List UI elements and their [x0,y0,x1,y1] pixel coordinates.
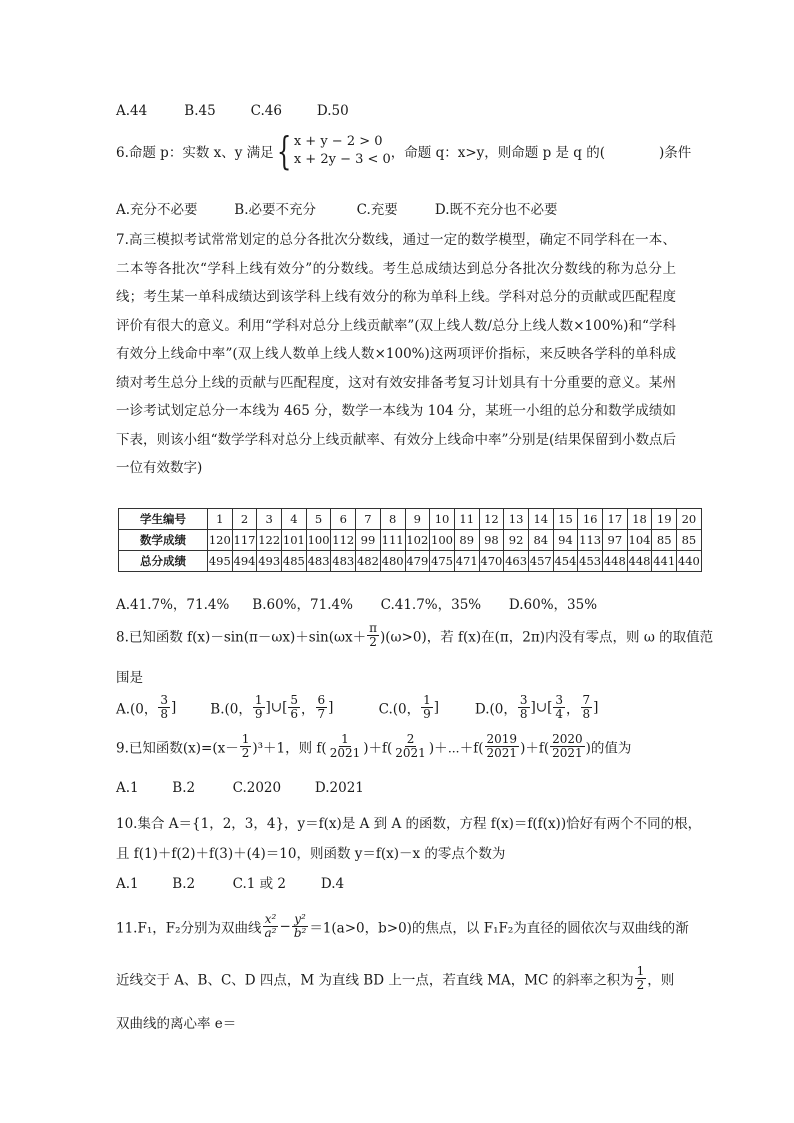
q9-stem [116,733,631,760]
frac-den: 7 [317,707,326,721]
q6-option-c: C.充要 [356,202,398,218]
frac [292,913,309,940]
cell-math: 99 [356,530,381,551]
cell-total: 475 [430,551,455,572]
q9-text: )＋⋯＋f( [428,740,484,757]
q9-text: 9.已知函数(x)=(x－ [116,740,239,757]
cell-math: 84 [528,530,553,551]
frac-num: 3 [555,693,564,707]
cell-total: 493 [257,551,282,572]
frac-den: 2 [636,978,645,992]
cell-math: 101 [282,530,307,551]
frac-num: 3 [160,693,169,707]
table-row-math [119,530,702,551]
q8-stem [116,622,713,649]
cell-total: 440 [677,551,702,572]
q5-option-a: A.44 [116,103,148,119]
cell-math: 112 [331,530,356,551]
cell-math: 102 [405,530,430,551]
cell-id: 9 [405,509,430,530]
cell-total: 454 [553,551,578,572]
q11-line3: 双曲线的离心率 e＝ [116,1016,237,1032]
frac-num: 1 [423,693,431,707]
frac-num: 2019 [486,732,518,746]
cell-math: 120 [208,530,233,551]
q9-options [116,780,364,796]
row-header-total: 总分成绩 [119,551,208,572]
q11-text: − [279,918,291,935]
frac [158,694,170,721]
cell-id: 2 [232,509,257,530]
cell-id: 15 [553,509,578,530]
cell-id: 7 [356,509,381,530]
cell-id: 10 [430,509,455,530]
q11-text: ＝1(a>0，b>0)的焦点，以 F₁F₂为直径的圆依次与双曲线的渐 [309,920,689,937]
q11-line2 [116,965,674,992]
q7-option-b: B.60%，71.4% [252,597,353,613]
q5-option-c: C.46 [250,103,282,119]
frac [635,965,647,992]
frac [485,733,520,760]
cell-total: 479 [405,551,430,572]
q5-options [116,103,349,119]
cell-id: 18 [627,509,652,530]
cell-math: 98 [479,530,504,551]
q6-ineq2: x + 2y − 3 < 0 [293,152,391,167]
score-table [118,508,702,572]
cell-total: 470 [479,551,504,572]
cell-total: 448 [603,551,628,572]
q7-options [116,593,597,613]
frac-den: 2021 [552,746,583,760]
frac-num: π [369,621,378,635]
opt-text: ， [566,701,580,718]
cell-id: 14 [528,509,553,530]
cell-total: 495 [208,551,233,572]
q7-option-c: C.41.7%，35% [380,597,482,613]
opt-text: ] [328,699,334,716]
q6-stem [116,129,692,173]
q9-text: )的值为 [585,740,632,757]
cell-math: 100 [430,530,455,551]
frac [263,913,279,940]
frac-den: 6 [290,707,299,721]
frac-num: 5 [290,693,299,707]
frac-den: 2021 [395,746,426,760]
q11-text: 近线交于 A、B、C、D 四点，M 为直线 BD 上一点，若直线 MA，MC 的斜率之积为 [116,972,634,989]
frac [550,733,585,760]
frac-den: 2021 [329,746,361,760]
q9-option-b: B.2 [172,780,196,796]
frac-num: 2020 [552,732,583,746]
cell-math: 113 [578,530,603,551]
q6-ineq1: x + y − 2 > 0 [293,134,383,149]
frac [421,694,433,721]
frac [393,733,428,760]
frac-num: x² [264,912,277,926]
q11-text: 11.F₁，F₂分别为双曲线 [116,920,262,937]
frac [288,694,300,721]
frac-den: 2 [241,746,250,760]
q5-option-b: B.45 [184,103,216,119]
q8-option-a [116,694,206,721]
q8-line2: 围是 [116,670,143,686]
row-header-math: 数学成绩 [119,530,208,551]
frac [253,694,265,721]
cell-id: 4 [282,509,307,530]
q8-option-b [210,694,374,721]
cell-math: 122 [257,530,282,551]
q10-line1: 10.集合 A＝{1，2，3，4}，y＝f(x)是 A 到 A 的函数，方程 f(x)＝f(f(x))恰好有两个不同的根， [116,816,702,832]
q10-options [116,872,344,892]
cell-id: 3 [257,509,282,530]
q9-text: )＋f( [520,740,550,757]
cell-total: 480 [380,551,405,572]
cell-math: 117 [232,530,257,551]
cell-total: 453 [578,551,603,572]
q9-text: )＋f( [363,740,393,757]
opt-text: ] [433,699,440,716]
frac-num: 6 [317,693,326,707]
cell-id: 1 [208,509,233,530]
cell-id: 17 [603,509,628,530]
cell-id: 16 [578,509,603,530]
cell-math: 89 [454,530,479,551]
frac-num: 1 [254,693,263,707]
cell-math: 85 [652,530,677,551]
frac-den: 9 [254,707,263,721]
frac-num: 1 [241,732,250,746]
q6-prefix: 6.命题 p：实数 x、y 满足 [116,145,274,161]
q11-text: ，则 [647,972,675,989]
q9-text: )³＋1，则 f( [252,740,327,757]
frac-den: a² [264,926,277,940]
cell-total: 483 [306,551,331,572]
frac [328,733,363,760]
opt-text: A.(0， [116,701,158,718]
frac [240,733,252,760]
cell-total: 457 [528,551,553,572]
frac-num: y² [294,912,306,926]
q8-options [116,694,598,721]
cell-math: 111 [380,530,405,551]
q7-option-d: D.60%，35% [508,597,598,613]
opt-text: ]∪[ [530,699,553,716]
q6-system [294,133,391,169]
q6-option-b: B.必要不充分 [234,202,317,218]
q9-option-d: D.2021 [314,780,364,796]
opt-text: ]∪[ [265,699,288,716]
table-row-ids [119,509,702,530]
q5-option-d: D.50 [316,103,349,119]
q6-option-a: A.充分不必要 [116,202,198,218]
cell-total: 441 [652,551,677,572]
frac-num: 3 [519,693,528,707]
cell-total: 483 [331,551,356,572]
opt-text: C.(0， [378,701,421,718]
q10-option-a: A.1 [116,876,139,892]
cell-id: 11 [454,509,479,530]
frac [553,694,565,721]
frac-num: 2 [406,732,415,746]
q7-stem: 7.高三模拟考试常常划定的总分各批次分数线，通过一定的数学模型，确定不同学科在一本、二本等各批次“学科上线有效分”的分数线。考生总成绩达到总分各批次分数线的称为总分上线；考生某一单科成绩达到该学科上线有效分的称为单科上线。学科对总分的贡献或匹配程度评价有很大的意义。利用“学科对总分上线贡献率”(双上线人数/总分上线人数×100%)和“学科有效分上线命中率”(双上线人数单上线人数×100%)这两项评价指标，来反映各学科的单科成绩对考生总分上线的贡献与匹配程度，这对有效安排备考复习计划具有十分重要的意义。某州一诊考试划定总分一本线为 465 分，数学一本线为 104 分，某班一小组的总分和数学成绩如下表，则该小组“数学学科对总分上线贡献率、有效分上线命中率”分别是(结果保留到小数点后一位有效数字) [116,232,676,476]
frac-num: 7 [582,693,591,707]
frac-den: 8 [160,707,169,721]
cell-math: 92 [504,530,529,551]
frac-den: b² [293,926,307,940]
q7-option-a: A.41.7%，71.4% [116,597,230,613]
cell-total: 448 [627,551,652,572]
cell-total: 471 [454,551,479,572]
cell-total: 482 [356,551,381,572]
q9-option-c: C.2020 [232,780,282,796]
q8-option-c [379,694,471,721]
q8-option-d [475,694,599,721]
q6-suffix: ，命题 q：x>y，则命题 p 是 q 的( )条件 [390,145,692,161]
q10-option-d: D.4 [320,876,345,892]
cell-total: 485 [282,551,307,572]
cell-id: 5 [306,509,331,530]
frac [316,694,328,721]
cell-math: 97 [603,530,628,551]
row-header-id: 学生编号 [119,509,208,530]
cell-id: 19 [652,509,677,530]
frac-den: 9 [423,707,431,721]
cell-math: 85 [677,530,702,551]
cell-id: 6 [331,509,356,530]
q11-stem [116,913,689,940]
frac [581,694,593,721]
cell-id: 8 [380,509,405,530]
cell-id: 12 [479,509,504,530]
cell-id: 20 [677,509,702,530]
frac-num: 1 [341,732,349,746]
opt-text: ， [301,701,315,718]
q6-option-d: D.既不充分也不必要 [434,202,558,218]
opt-text: D.(0， [474,701,517,718]
q8-text-a: 8.已知函数 f(x)－sin(π－ωx)＋sin(ωx＋ [116,629,367,646]
cell-math: 104 [627,530,652,551]
frac-den: 8 [519,707,528,721]
opt-text: B.(0， [210,701,252,718]
q10-line2: 且 f(1)＋f(2)＋f(3)＋(4)＝10，则函数 y＝f(x)－x 的零点个数为 [116,846,506,862]
cell-total: 494 [232,551,257,572]
frac-den: 2021 [486,746,518,760]
frac-den: 8 [582,707,591,721]
table-row-total [119,551,702,572]
cell-total: 463 [504,551,529,572]
q6-options [116,198,558,218]
frac-den: 2 [369,635,377,649]
cell-id: 13 [504,509,529,530]
cell-math: 100 [306,530,331,551]
frac [518,694,530,721]
opt-text: ] [593,699,599,716]
q8-pi-over-2 [367,622,379,649]
frac-den: 4 [555,707,564,721]
q8-text-b: )(ω>0)，若 f(x)在(π，2π)内没有零点，则 ω 的取值范 [380,629,714,646]
cell-math: 94 [553,530,578,551]
q10-option-b: B.2 [172,876,196,892]
q9-option-a: A.1 [116,780,139,796]
opt-text: ] [171,699,177,716]
q6-brace: { [276,129,291,173]
frac-num: 1 [636,964,645,978]
q10-option-c: C.1 或 2 [232,876,286,892]
